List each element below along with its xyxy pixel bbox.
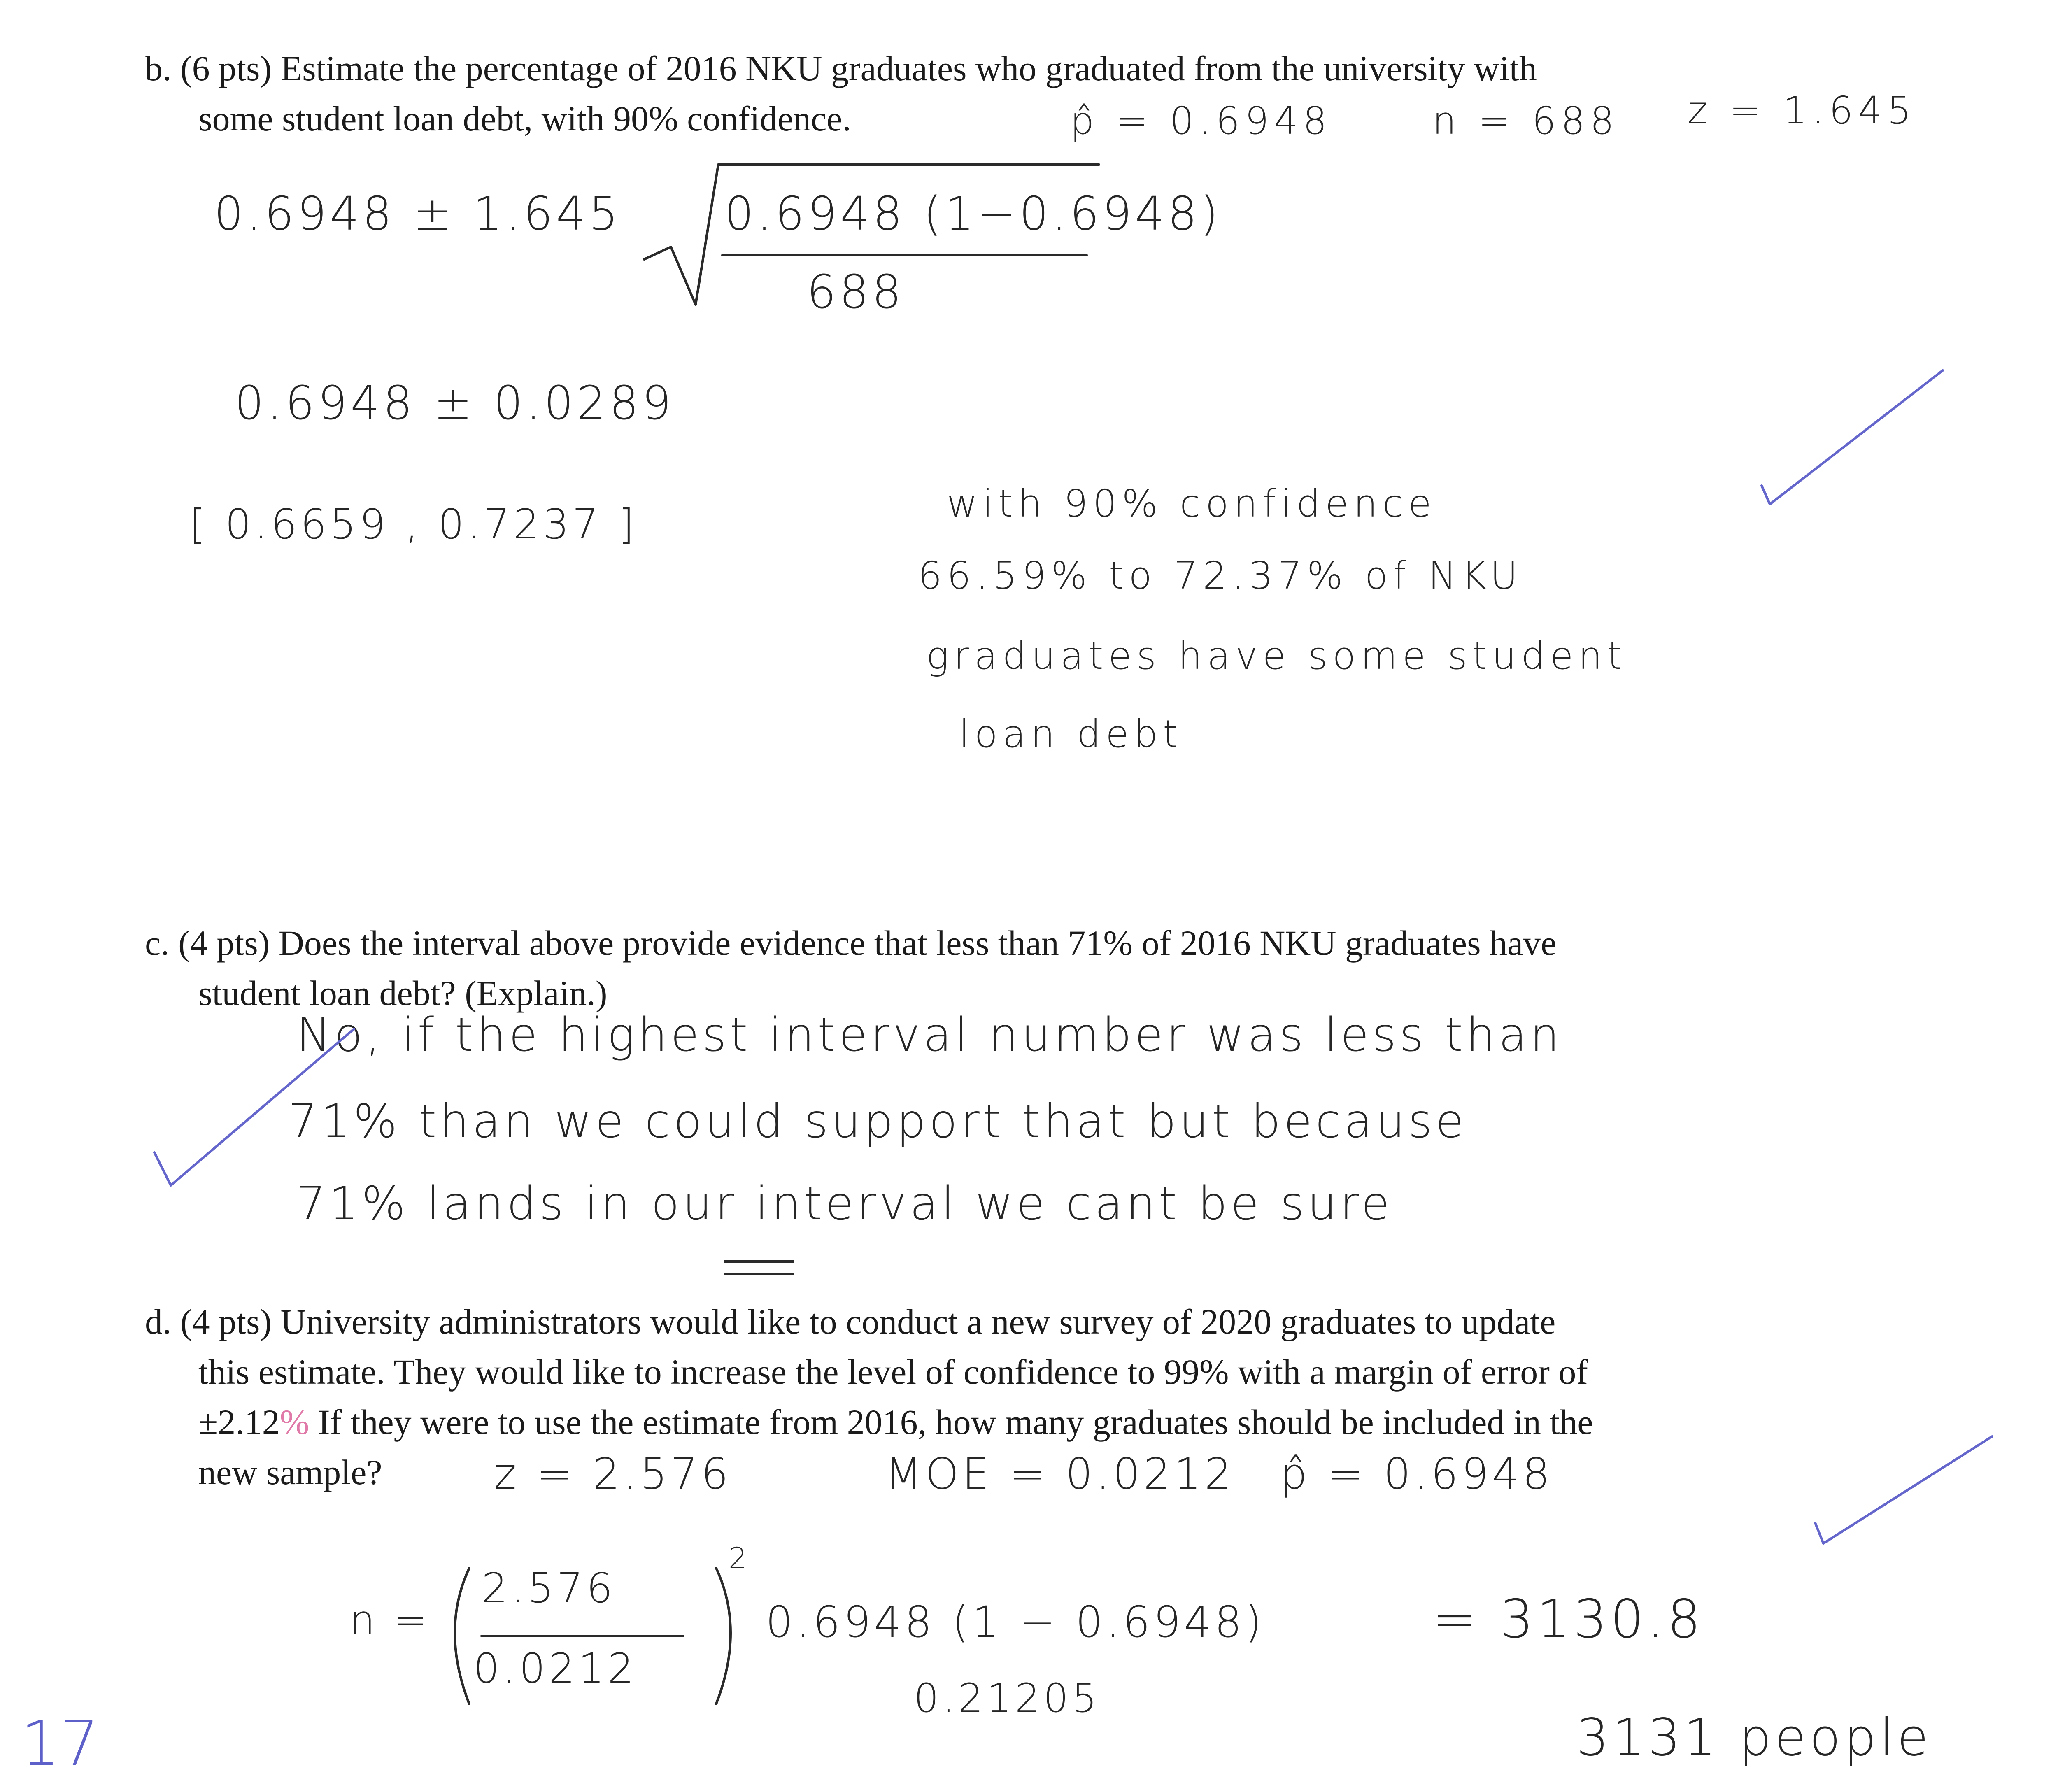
question-b-line-1: b. (6 pts) Estimate the percentage of 2016 NKU graduates who graduated from the university with (145, 49, 1537, 88)
fraction-numerator: 2.576 (482, 1564, 616, 1612)
ci-conclusion-line-3: graduates have some student (926, 634, 1627, 678)
question-d-line-2: this estimate. They would like to increase the level of confidence to 99% with a margin of error of (198, 1352, 1588, 1392)
moe-value: ±2.12 (198, 1402, 280, 1442)
percent-correction-mark: % (279, 1402, 310, 1442)
given-n: n = 688 (1432, 99, 1619, 143)
sample-size-answer: 3131 people (1576, 1708, 1932, 1767)
given-p-hat: p̂ = 0.6948 (1070, 99, 1332, 143)
question-d-line-4: new sample? (198, 1452, 382, 1492)
given-z-99: z = 2.576 (494, 1449, 732, 1499)
ci-work-denominator: 688 (807, 265, 905, 319)
ci-work-prefix: 0.6948 ± 1.645 (214, 187, 622, 241)
given-z: z = 1.645 (1688, 88, 1916, 133)
sample-size-lhs: n = (350, 1597, 431, 1643)
fraction-exponent: 2 (729, 1541, 750, 1575)
question-c-text (145, 918, 1556, 1018)
ci-conclusion-line-2: 66.59% to 72.37% of NKU (918, 554, 1523, 598)
fraction-denominator: 0.0212 (473, 1644, 637, 1692)
checkmark-icon (1803, 1428, 2000, 1560)
given-moe: MOE = 0.0212 (885, 1449, 1235, 1499)
question-c-line-1: c. (4 pts) Does the interval above provide evidence that less than 71% of 2016 NKU graduates have (145, 923, 1557, 963)
ci-conclusion-line-1: with 90% confidence (947, 482, 1436, 526)
ci-conclusion-line-4: loan debt (959, 712, 1183, 756)
ci-work-numerator: 0.6948 (1−0.6948) (724, 187, 1222, 241)
p-q-product-value: 0.21205 (914, 1675, 1100, 1721)
question-c-answer-line-1: No, if the highest interval number was less than (296, 1008, 1563, 1062)
given-p-hat-d: p̂ = 0.6948 (1280, 1449, 1553, 1499)
ci-margin-result: 0.6948 ± 0.0289 (235, 377, 675, 430)
ci-interval: [ 0.6659 , 0.7237 ] (189, 500, 638, 548)
question-c-line-2: student loan debt? (Explain.) (198, 973, 608, 1013)
underline-mark (720, 1253, 803, 1286)
sample-size-result: = 3130.8 (1432, 1589, 1704, 1650)
score-mark: 17 (21, 1708, 99, 1780)
question-b-line-2: some student loan debt, with 90% confidence. (198, 99, 851, 138)
checkmark-icon (1753, 362, 1951, 519)
question-d-line-3 (145, 1397, 1593, 1447)
question-c-answer-line-2: 71% than we could support that but because (288, 1095, 1467, 1148)
checkmark-icon (148, 1021, 362, 1194)
question-c-answer-line-3: 71% lands in our interval we cant be sure (296, 1177, 1393, 1231)
question-d-line-3-rest: If they were to use the estimate from 2016, how many graduates should be included in the (309, 1402, 1593, 1442)
question-d-line-1: d. (4 pts) University administrators would like to conduct a new survey of 2020 graduates to update (145, 1302, 1556, 1341)
p-q-product: 0.6948 (1 − 0.6948) (766, 1597, 1265, 1647)
